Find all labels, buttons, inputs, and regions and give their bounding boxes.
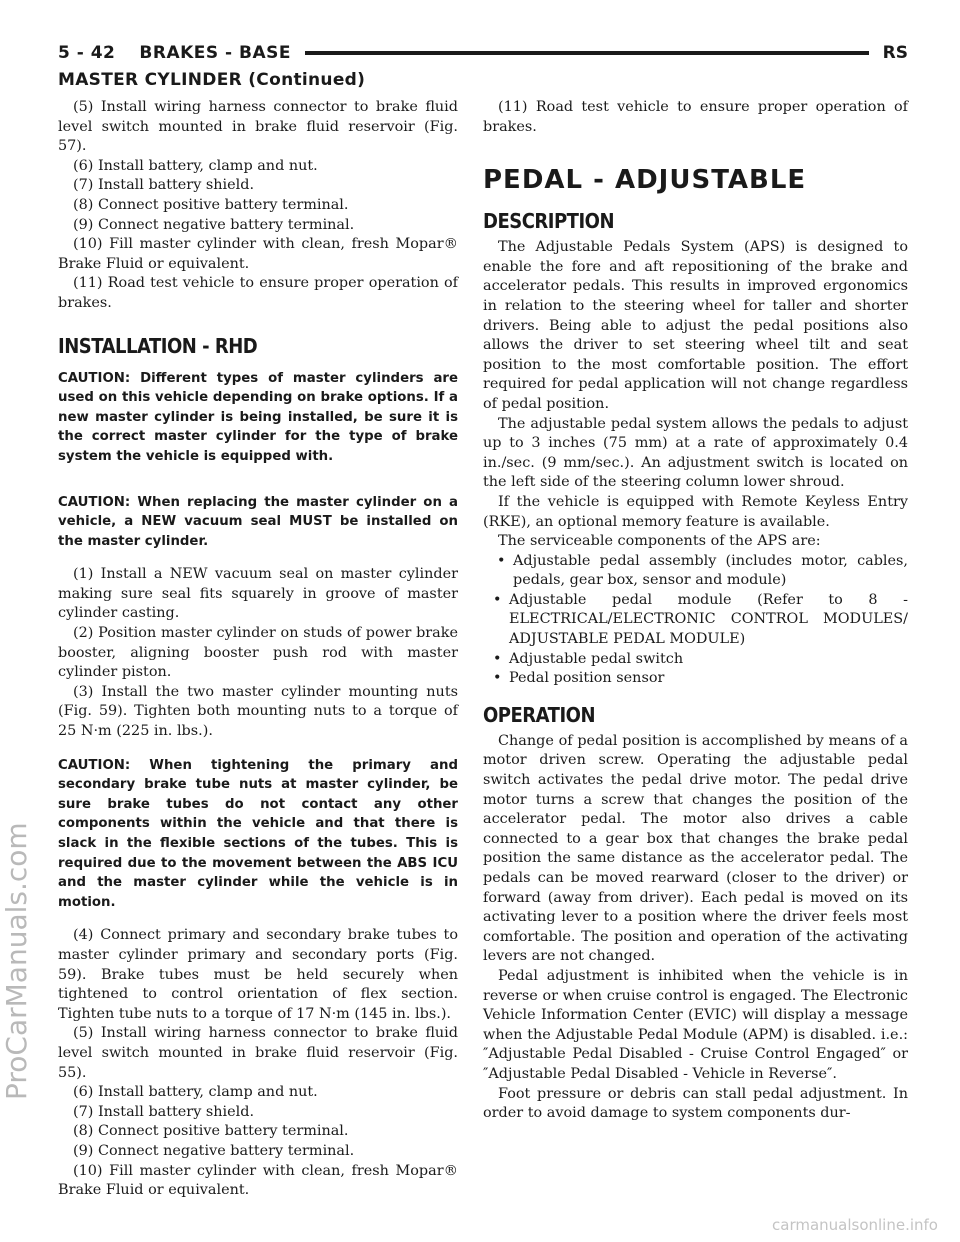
step-paragraph: (2) Position master cylinder on studs of power brake booster, aligning booster push rod with master cylinder piston.	[58, 625, 458, 681]
step-paragraph: (11) Road test vehicle to ensure proper operation of brakes.	[483, 99, 908, 135]
bullet-text: Adjustable pedal assembly (includes motor, cables, pedals, gear box, sensor and module)	[513, 552, 908, 589]
bullet-mark: •	[493, 650, 502, 667]
continued-heading: MASTER CYLINDER (Continued)	[58, 70, 366, 90]
step-paragraph: (9) Connect negative battery terminal.	[73, 216, 355, 233]
description-paragraph: If the vehicle is equipped with Remote Keyless Entry (RKE), an optional memory feature is available.	[483, 493, 908, 530]
step-paragraph: (6) Install battery, clamp and nut.	[73, 1084, 318, 1101]
bottom-watermark: carmanualsonline.info	[772, 1216, 938, 1234]
step-paragraph: (1) Install a NEW vacuum seal on master cylinder making sure seal fits squarely in groove of master cylinder casting.	[58, 566, 458, 622]
header-left	[58, 43, 291, 63]
step-paragraph: (6) Install battery, clamp and nut.	[73, 157, 318, 174]
caution-note: CAUTION: Different types of master cylinders are used on this vehicle depending on brake options. If a new master cylinder is being installed, be sure it is the correct master cylinder for the type of brake system the vehicle is equipped with.	[58, 370, 458, 464]
step-paragraph: (9) Connect negative battery terminal.	[73, 1142, 355, 1159]
header-rule	[305, 51, 869, 55]
step-paragraph: (4) Connect primary and secondary brake tubes to master cylinder primary and secondary ports (Fig. 59). Brake tubes must be held securely when tightened to control orientation of flex section. Tighten tube nuts to a torque of 17 N·m (145 in. lbs.).	[58, 927, 458, 1022]
caution-note: CAUTION: When tightening the primary and secondary brake tube nuts at master cylinder, be sure brake tubes do not contact any other components within the vehicle and that there is slack in the flexible sections of the tubes. This is required due to the movement between the ABS ICU and the master cylinder while the vehicle is in motion.	[58, 757, 458, 910]
section-title: BRAKES - BASE	[139, 43, 291, 63]
step-paragraph: (11) Road test vehicle to ensure proper operation of brakes.	[58, 275, 458, 311]
step-paragraph: (3) Install the two master cylinder mounting nuts (Fig. 59). Tighten both mounting nuts to a torque of 25 N·m (225 in. lbs.).	[58, 683, 458, 740]
bullet-text: Adjustable pedal switch	[509, 650, 684, 667]
page-number: 5 - 42	[58, 43, 116, 63]
bullet-text: Adjustable pedal module (Refer to 8 - ELECTRICAL/ELECTRONIC CONTROL MODULES/ ADJUSTABLE PEDAL MODULE)	[509, 591, 908, 648]
operation-paragraph: Foot pressure or debris can stall pedal adjustment. In order to avoid damage to system components dur-	[483, 1085, 908, 1122]
bullet-mark: •	[497, 552, 506, 569]
section-heading-installation-rhd: INSTALLATION - RHD	[58, 333, 258, 359]
model-code: RS	[882, 43, 908, 63]
side-watermark: ProCarManuals.com	[0, 822, 33, 1100]
step-paragraph: (8) Connect positive battery terminal.	[73, 1123, 349, 1140]
section-heading-description: DESCRIPTION	[483, 209, 615, 234]
step-paragraph: (7) Install battery shield.	[73, 1103, 255, 1120]
section-heading-operation: OPERATION	[483, 703, 596, 728]
bullet-mark: •	[493, 591, 502, 608]
step-paragraph: (7) Install battery shield.	[73, 177, 255, 194]
right-column	[483, 98, 908, 1124]
bullet-item	[483, 591, 908, 650]
step-paragraph: (5) Install wiring harness connector to brake fluid level switch mounted in brake fluid reservoir (Fig. 57).	[58, 99, 458, 155]
operation-paragraph: Change of pedal position is accomplished by means of a motor driven screw. Operating the adjustable pedal switch activates the pedal drive motor. The pedal drive motor turns a screw that changes the position of the accelerator pedal. The motor also drives a cable connected to a gear box that changes the brake pedal position the same distance as the accelerator pedal. The pedals can be moved rearward (closer to the driver) or forward (away from driver). Each pedal is moved on its activating lever to a position where the driver feels most comfortable. The position and operation of the activating levers are not changed.	[483, 732, 908, 965]
bullet-mark: •	[493, 670, 502, 687]
description-paragraph: The serviceable components of the APS are:	[498, 533, 821, 550]
page-header	[58, 40, 908, 66]
bullet-item	[483, 552, 908, 591]
step-paragraph: (10) Fill master cylinder with clean, fresh Mopar® Brake Fluid or equivalent.	[58, 236, 458, 272]
left-column	[58, 98, 458, 1201]
chapter-title: PEDAL - ADJUSTABLE	[483, 165, 807, 196]
bullet-text: Pedal position sensor	[509, 670, 665, 687]
caution-note: CAUTION: When replacing the master cylinder on a vehicle, a NEW vacuum seal MUST be installed on the master cylinder.	[58, 494, 458, 549]
step-paragraph: (10) Fill master cylinder with clean, fresh Mopar® Brake Fluid or equivalent.	[58, 1162, 458, 1199]
description-paragraph: The adjustable pedal system allows the pedals to adjust up to 3 inches (75 mm) at a rate of approximately 0.4 in./sec. (9 mm/sec.). An adjustment switch is located on the left side of the steering column lower shroud.	[483, 415, 908, 491]
operation-paragraph: Pedal adjustment is inhibited when the vehicle is in reverse or when cruise control is engaged. The Electronic Vehicle Information Center (EVIC) will display a message when the Adjustable Pedal Module (APM) is disabled. i.e.: ″Adjustable Pedal Disabled - Cruise Control Engaged″ or ″Adjustable Pedal Disabled - Vehicle in Reverse″.	[483, 967, 908, 1082]
step-paragraph: (8) Connect positive battery terminal.	[73, 196, 349, 213]
description-paragraph: The Adjustable Pedals System (APS) is designed to enable the fore and aft repositioning of the brake and accelerator pedals. This results in improved ergonomics in relation to the steering wheel for taller and shorter drivers. Being able to adjust the pedal positions also allows the driver to set steering wheel tilt and seat position to the most comfortable position. The effort required for pedal application will not change regardless of pedal position.	[483, 239, 908, 412]
bullet-item	[483, 669, 908, 689]
bullet-item	[483, 650, 908, 670]
step-paragraph: (5) Install wiring harness connector to brake fluid level switch mounted in brake fluid reservoir (Fig. 55).	[58, 1025, 458, 1081]
